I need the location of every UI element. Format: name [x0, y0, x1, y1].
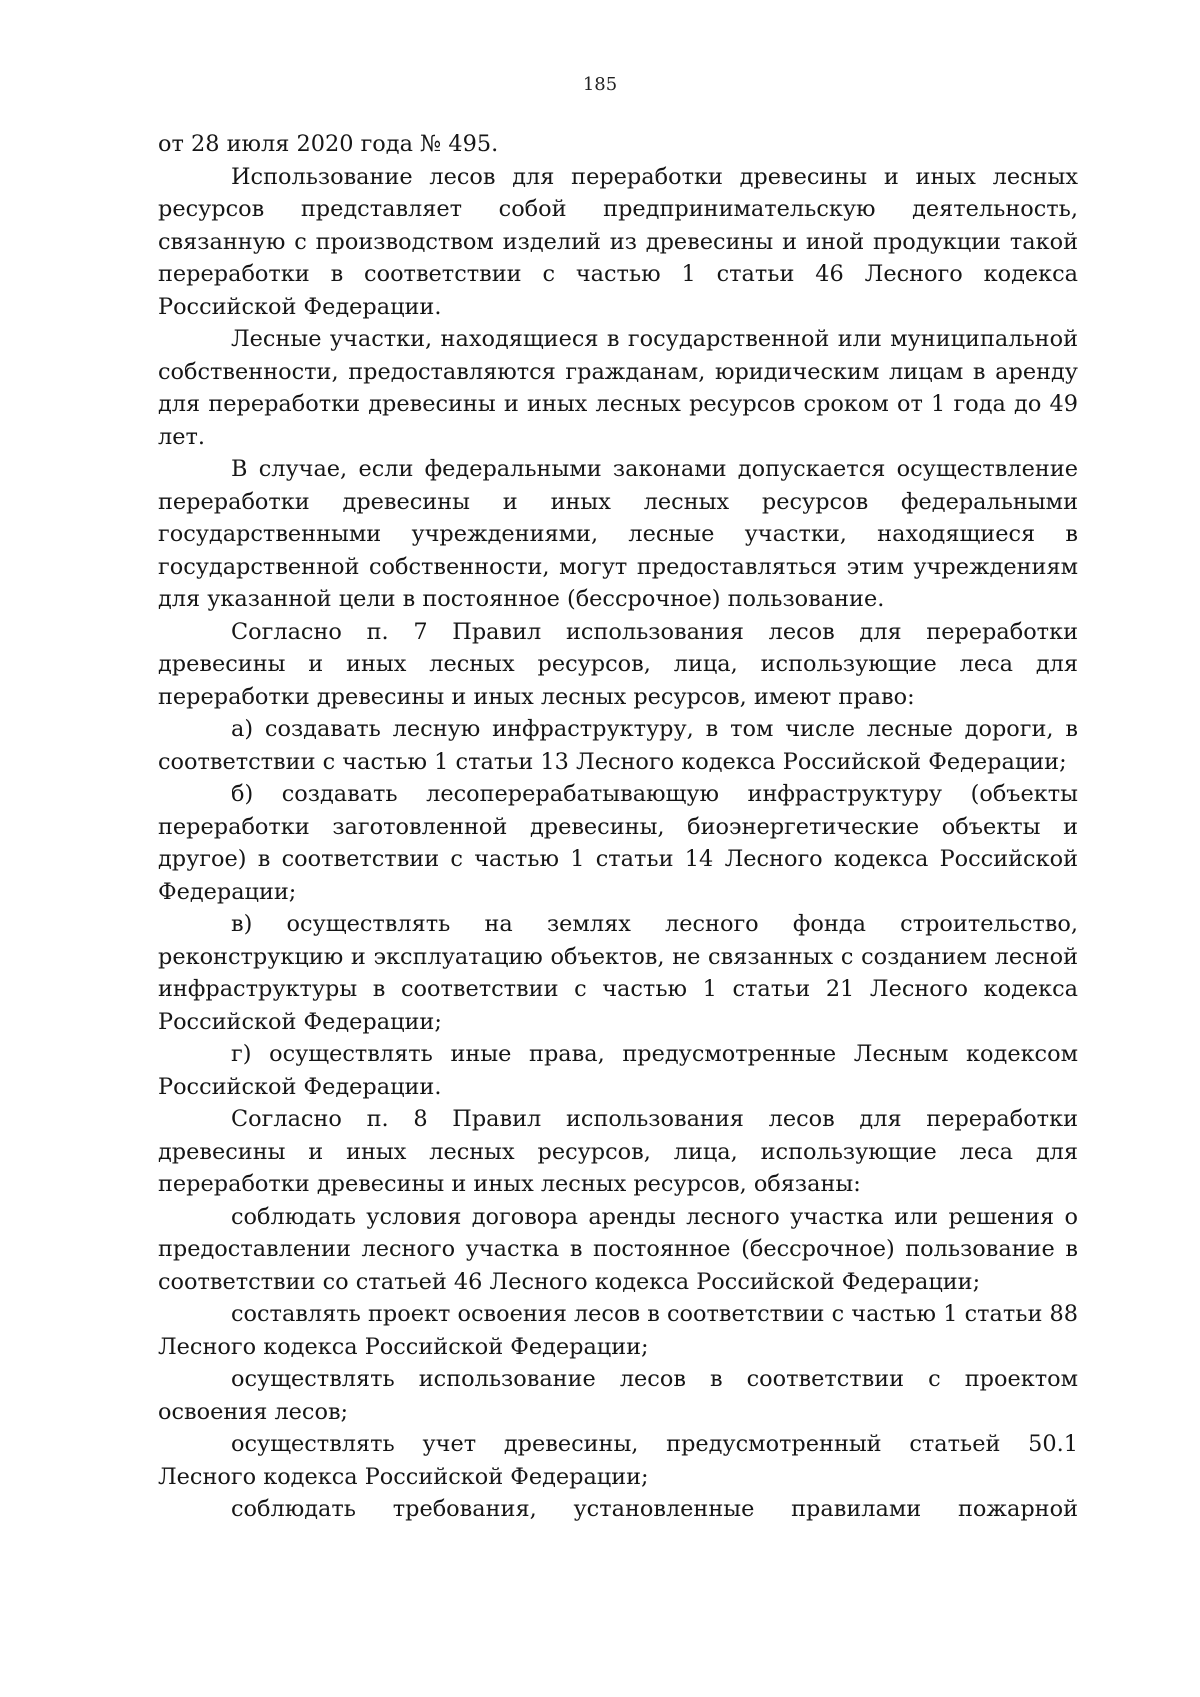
document-body — [158, 128, 1078, 1526]
list-item-b: б) создавать лесоперерабатывающую инфраструктуру (объекты переработки заготовленной древесины, биоэнергетические объекты и другое) в соответствии с частью 1 статьи 14 Лесного кодекса Российской Федерации; — [158, 781, 1078, 905]
paragraph-6: Согласно п. 8 Правил использования лесов для переработки древесины и иных лесных ресурсов, лица, использующие леса для переработки древесины и иных лесных ресурсов, обязаны: — [158, 1106, 1078, 1197]
obligation-4: осуществлять учет древесины, предусмотренный статьей 50.1 Лесного кодекса Российской Федерации; — [158, 1431, 1078, 1490]
list-item-g: г) осуществлять иные права, предусмотренные Лесным кодексом Российской Федерации. — [158, 1041, 1078, 1100]
list-item-v: в) осуществлять на землях лесного фонда строительство, реконструкцию и эксплуатацию объектов, не связанных с созданием лесной инфраструктуры в соответствии с частью 1 статьи 21 Лесного кодекса Российской Федерации; — [158, 911, 1078, 1035]
obligation-1: соблюдать условия договора аренды лесного участка или решения о предоставлении лесного участка в постоянное (бессрочное) пользование в соответствии со статьей 46 Лесного кодекса Российской Федерации; — [158, 1203, 1078, 1295]
paragraph-1: от 28 июля 2020 года № 495. — [158, 131, 499, 157]
obligation-5: соблюдать требования, установленные правилами пожарной — [231, 1496, 1078, 1522]
obligation-2: составлять проект освоения лесов в соответствии с частью 1 статьи 88 Лесного кодекса Российской Федерации; — [158, 1301, 1078, 1360]
page-number: 185 — [582, 74, 618, 95]
list-item-a: а) создавать лесную инфраструктуру, в том числе лесные дороги, в соответствии с частью 1 статьи 13 Лесного кодекса Российской Федерации; — [158, 716, 1078, 775]
paragraph-4: В случае, если федеральными законами допускается осуществление переработки древесины и иных лесных ресурсов федеральными государственными учреждениями, лесные участки, находящиеся в государственной собственности, могут предоставляться этим учреждениям для указанной цели в постоянное (бессрочное) пользование. — [158, 456, 1078, 612]
paragraph-3: Лесные участки, находящиеся в государственной или муниципальной собственности, предоставляются гражданам, юридическим лицам в аренду для переработки древесины и иных лесных ресурсов сроком от 1 года до 49 лет. — [158, 326, 1078, 450]
obligation-3: осуществлять использование лесов в соответствии с проектом освоения лесов; — [158, 1366, 1078, 1425]
paragraph-5: Согласно п. 7 Правил использования лесов для переработки древесины и иных лесных ресурсов, лица, использующие леса для переработки древесины и иных лесных ресурсов, имеют право: — [158, 618, 1078, 710]
paragraph-2: Использование лесов для переработки древесины и иных лесных ресурсов представляет собой предпринимательскую деятельность, связанную с производством изделий из древесины и иной продукции такой переработки в соответствии с частью 1 статьи 46 Лесного кодекса Российской Федерации. — [158, 163, 1078, 320]
